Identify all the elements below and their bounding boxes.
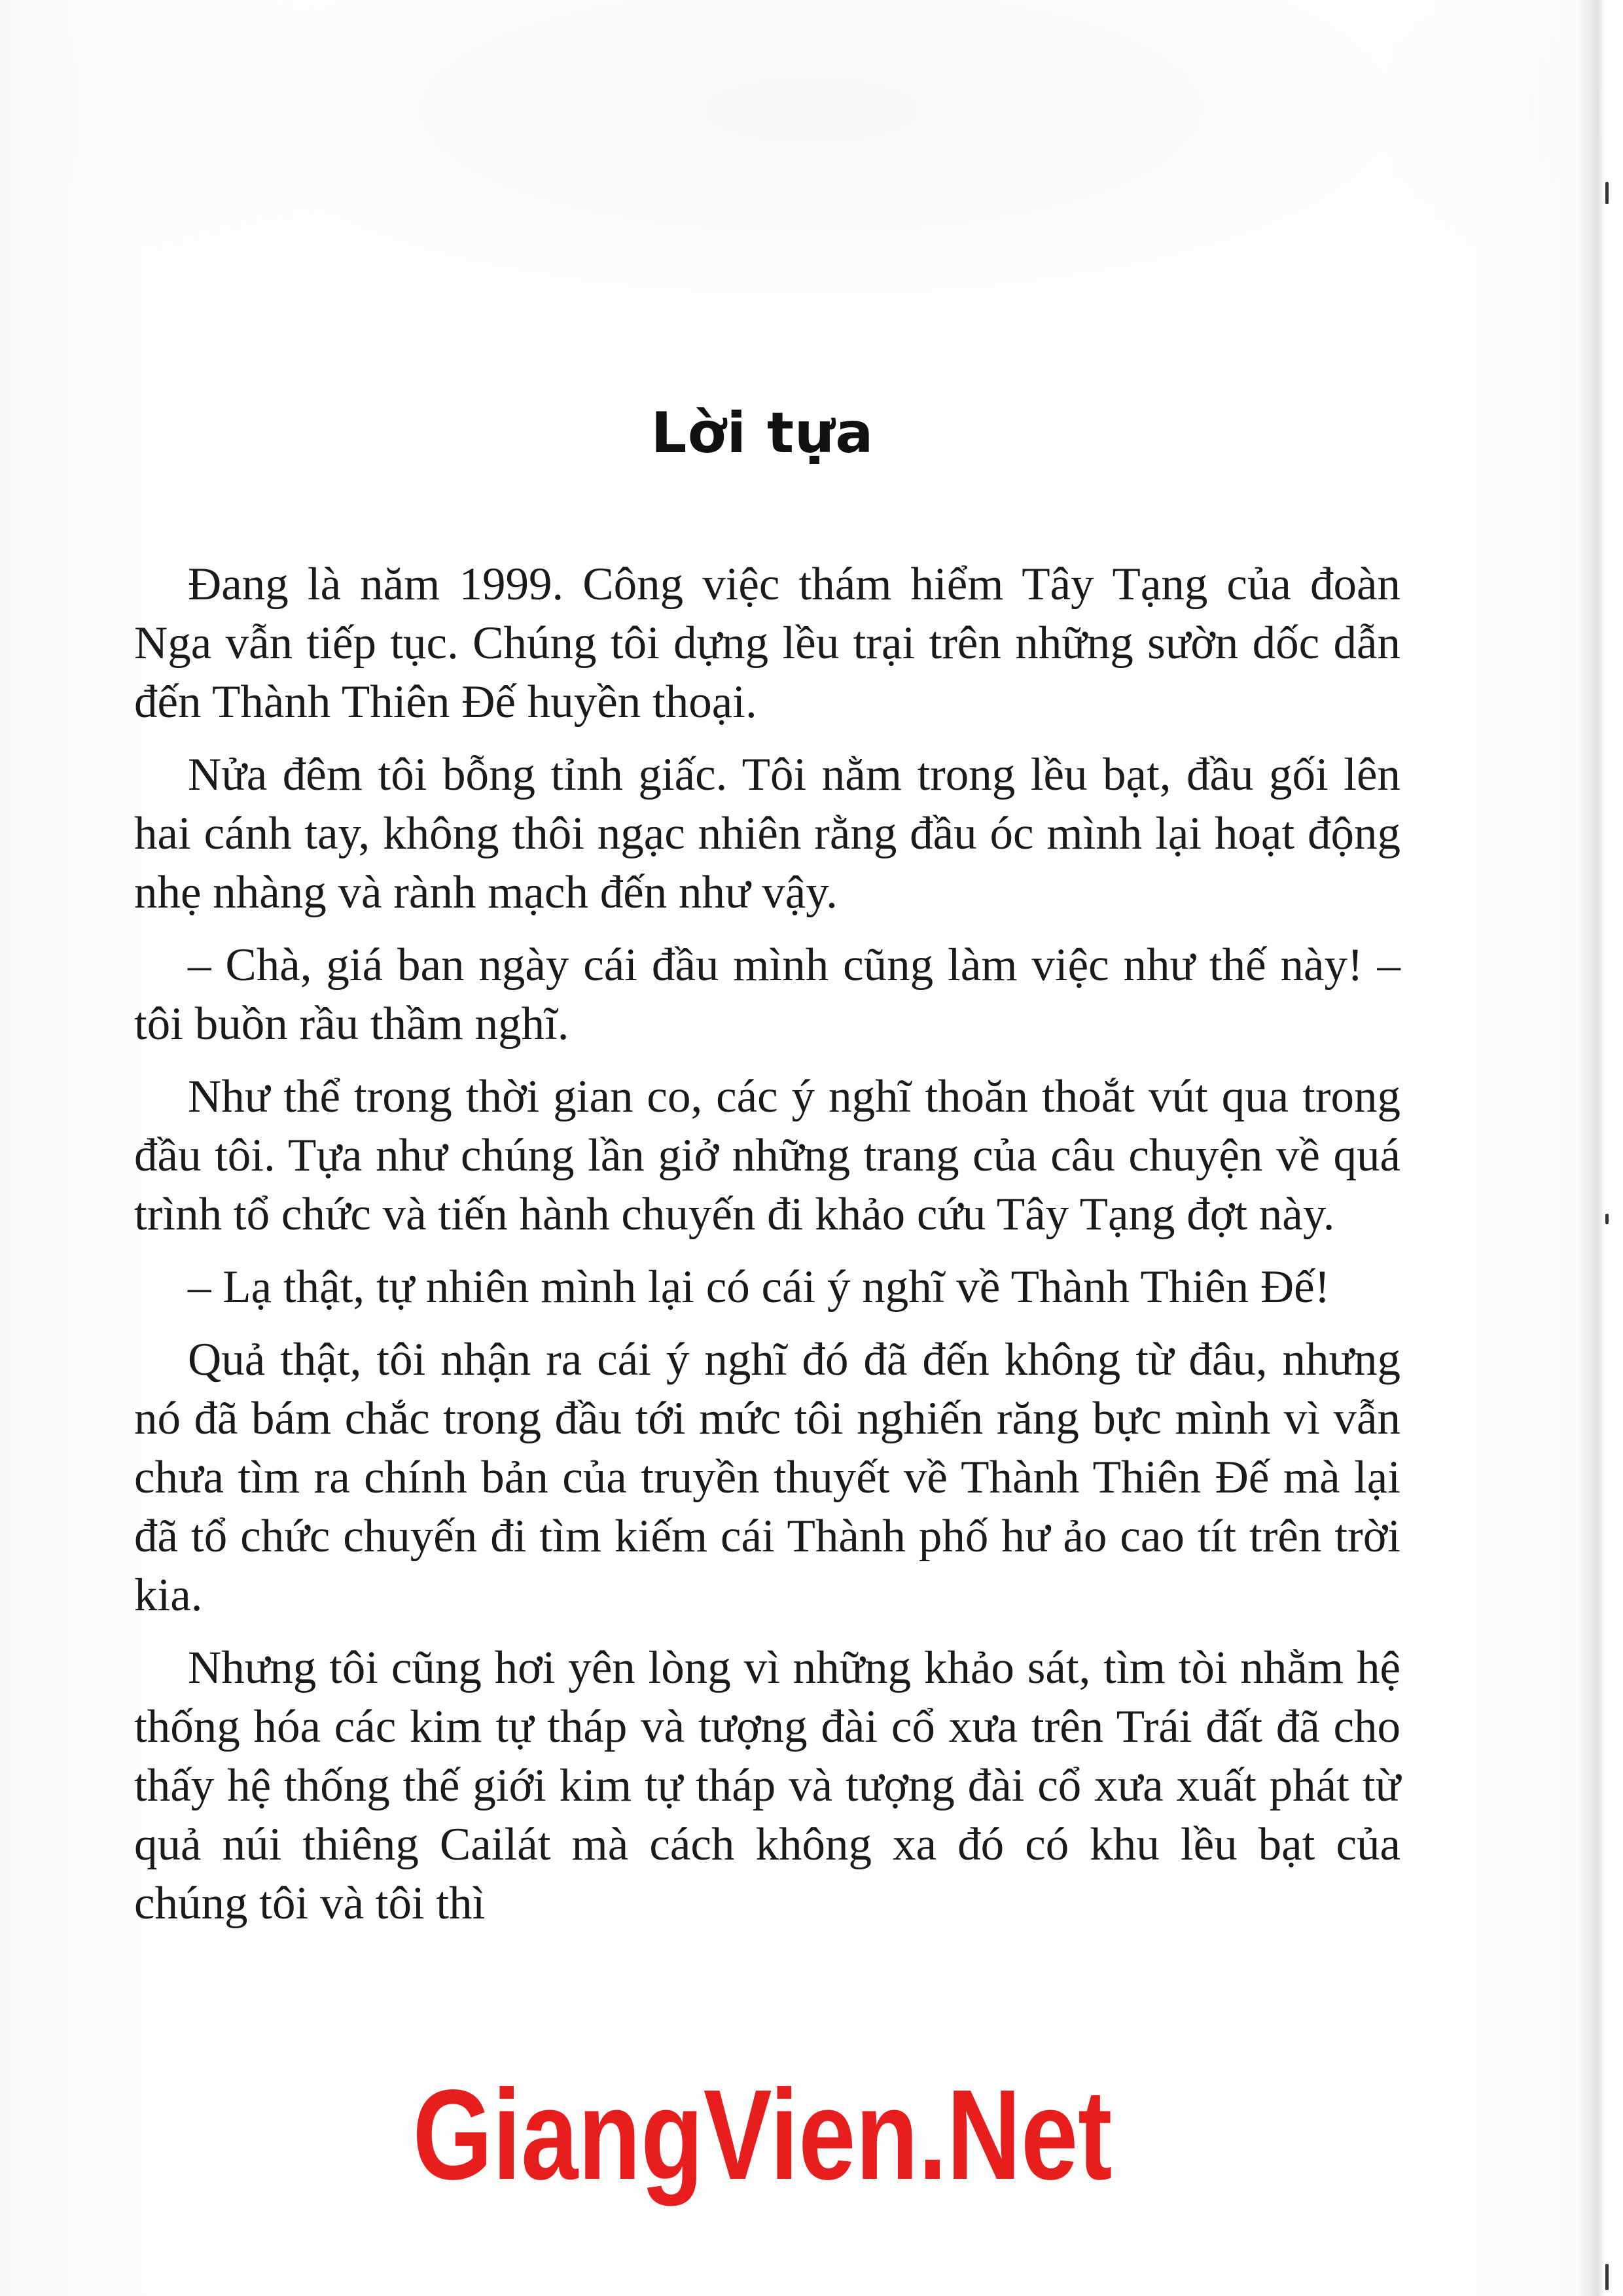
scan-edge-mark xyxy=(1605,1214,1609,1224)
watermark-logo: GiangVien.Net xyxy=(412,2063,1113,2206)
paragraph: Quả thật, tôi nhận ra cái ý nghĩ đó đã đến không từ đâu, nhưng nó đã bám chắc trong đầu tới mức tôi nghiến răng bực mình vì vẫn chưa tìm ra chính bản của truyền thuyết về Thành Thiên Đế mà lại đã tổ chức chuyến đi tìm kiếm cái Thành phố hư ảo cao tít trên trời kia. xyxy=(134,1334,1400,1621)
page-right-edge-shadow xyxy=(1577,0,1623,2296)
paragraph: Đang là năm 1999. Công việc thám hiểm Tây Tạng của đoàn Nga vẫn tiếp tục. Chúng tôi dựng lều trại trên những sườn dốc dẫn đến Thành Thiên Đế huyền thoại. xyxy=(134,559,1400,728)
paragraph: – Chà, giá ban ngày cái đầu mình cũng làm việc như thế này! – tôi buồn rầu thầm nghĩ. xyxy=(134,940,1400,1050)
scan-edge-mark xyxy=(1605,182,1609,204)
body-text xyxy=(134,555,1400,1933)
scan-edge-mark xyxy=(1605,2264,1609,2290)
paragraph: Như thể trong thời gian co, các ý nghĩ thoăn thoắt vút qua trong đầu tôi. Tựa như chúng lần giở những trang của câu chuyện về quá trình tổ chức và tiến hành chuyến đi khảo cứu Tây Tạng đợt này. xyxy=(134,1071,1400,1240)
paragraph: Nhưng tôi cũng hơi yên lòng vì những khảo sát, tìm tòi nhằm hệ thống hóa các kim tự tháp và tượng đài cổ xưa trên Trái đất đã cho thấy hệ thống thế giới kim tự tháp và tượng đài cổ xưa xuất phát từ quả núi thiêng Cailát mà cách không xa đó có khu lều bạt của chúng tôi và tôi thì xyxy=(134,1642,1400,1929)
paragraph: – Lạ thật, tự nhiên mình lại có cái ý nghĩ về Thành Thiên Đế! xyxy=(188,1262,1330,1313)
paragraph: Nửa đêm tôi bỗng tỉnh giấc. Tôi nằm trong lều bạt, đầu gối lên hai cánh tay, không thôi ngạc nhiên rằng đầu óc mình lại hoạt động nhẹ nhàng và rành mạch đến như vậy. xyxy=(134,749,1400,918)
page-title: Lời tựa xyxy=(651,400,874,466)
